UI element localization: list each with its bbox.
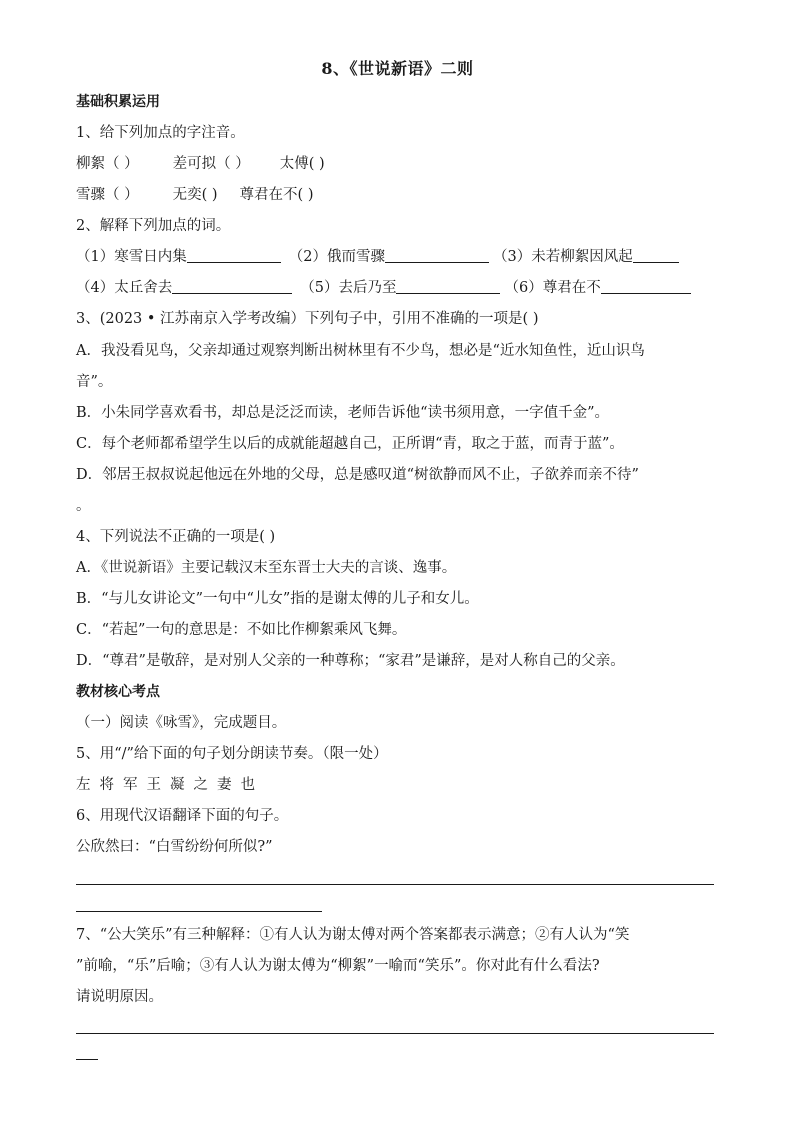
q1-answer-paren: （ ） bbox=[105, 187, 139, 203]
answer-line[interactable] bbox=[76, 1033, 714, 1034]
question-4-option-d: D．“尊君”是敬辞，是对别人父亲的一种尊称；“家君”是谦辞，是对人称自己的父亲。 bbox=[76, 653, 625, 669]
question-1-row-2 bbox=[76, 185, 313, 205]
question-7-line-2: ”前喻，“乐”后喻；③有人认为谢太傅为“柳絮”一喻而“笑乐”。你对此有什么看法? bbox=[76, 958, 600, 974]
question-3-stem: 3、(2023 • 江苏南京入学考改编）下列句子中，引用不准确的一项是( ) bbox=[76, 311, 539, 327]
q1-answer-paren: （ ） bbox=[216, 156, 250, 172]
question-4-option-b: B．“与儿女讲论文”一句中“儿女”指的是谢太傅的儿子和女儿。 bbox=[76, 591, 479, 607]
q1-word: 尊君在不 bbox=[239, 187, 298, 203]
question-1-row-1 bbox=[76, 154, 325, 174]
question-2-row-2 bbox=[76, 278, 691, 298]
question-3-option-c: C．每个老师都希望学生以后的成就能超越自己，正所谓“青，取之于蓝，而青于蓝”。 bbox=[76, 436, 624, 452]
answer-blank[interactable] bbox=[633, 248, 679, 263]
q1-answer-paren: ( ) bbox=[201, 187, 218, 203]
q2-item: （3）未若柳絮因风起 bbox=[492, 249, 633, 265]
question-6-sentence: 公欣然曰：“白雪纷纷何所似?” bbox=[76, 839, 273, 855]
q1-word: 柳絮 bbox=[76, 156, 105, 172]
answer-line[interactable] bbox=[76, 1059, 98, 1060]
question-6-stem: 6、用现代汉语翻译下面的句子。 bbox=[76, 808, 289, 824]
question-7-line-1: 7、“公大笑乐”有三种解释：①有人认为谢太傅对两个答案都表示满意；②有人认为“笑 bbox=[76, 927, 630, 943]
answer-line[interactable] bbox=[76, 911, 322, 912]
q2-item: （4）太丘舍去 bbox=[76, 280, 173, 296]
question-4-option-a: A．《世说新语》主要记载汉末至东晋士大夫的言谈、逸事。 bbox=[76, 560, 457, 576]
question-5-stem: 5、用“/”给下面的句子划分朗读节奏。（限一处） bbox=[76, 746, 388, 762]
q2-item: （1）寒雪日内集 bbox=[76, 249, 187, 265]
q1-word: 差可拟 bbox=[172, 156, 217, 172]
question-4-option-c: C．“若起”一句的意思是：不如比作柳絮乘风飞舞。 bbox=[76, 622, 407, 638]
section-heading-core: 教材核心考点 bbox=[76, 684, 160, 700]
question-1-stem: 1、给下列加点的字注音。 bbox=[76, 125, 245, 141]
q2-item: （5）去后乃至 bbox=[300, 280, 397, 296]
answer-blank[interactable] bbox=[172, 279, 292, 294]
answer-blank[interactable] bbox=[385, 248, 489, 263]
question-2-row-1 bbox=[76, 247, 679, 267]
answer-blank[interactable] bbox=[187, 248, 281, 263]
reading-instruction: （一）阅读《咏雪》，完成题目。 bbox=[76, 715, 287, 731]
question-3-option-a-cont: 音”。 bbox=[76, 374, 113, 390]
answer-line[interactable] bbox=[76, 884, 714, 885]
answer-blank[interactable] bbox=[601, 279, 691, 294]
question-3-option-d: D．邻居王叔叔说起他远在外地的父母，总是感叹道“树欲静而风不止，子欲养而亲不待” bbox=[76, 467, 639, 483]
question-5-sentence: 左将军王凝之妻也 bbox=[76, 777, 264, 793]
q2-item: （2）俄而雪骤 bbox=[288, 249, 385, 265]
section-heading-basics: 基础积累运用 bbox=[76, 94, 160, 110]
q2-item: （6）尊君在不 bbox=[504, 280, 601, 296]
question-3-option-a: A．我没看见鸟，父亲却通过观察判断出树林里有不少鸟，想必是“近水知鱼性，近山识鸟 bbox=[76, 343, 645, 359]
answer-blank[interactable] bbox=[396, 279, 500, 294]
question-7-line-3: 请说明原因。 bbox=[76, 989, 163, 1005]
question-3-option-d-cont: 。 bbox=[76, 498, 91, 514]
question-4-stem: 4、下列说法不正确的一项是( ) bbox=[76, 529, 276, 545]
q1-word: 太傅 bbox=[279, 156, 309, 172]
q1-word: 无奕 bbox=[172, 187, 202, 203]
q1-answer-paren: （ ） bbox=[105, 156, 139, 172]
question-3-option-b: B．小朱同学喜欢看书，却总是泛泛而读，老师告诉他“读书须用意，一字值千金”。 bbox=[76, 405, 609, 421]
page-title: 8、《世说新语》二则 bbox=[321, 59, 474, 78]
q1-answer-paren: ( ) bbox=[308, 156, 325, 172]
q1-answer-paren: ( ) bbox=[297, 187, 314, 203]
question-2-stem: 2、解释下列加点的词。 bbox=[76, 218, 231, 234]
q1-word: 雪骤 bbox=[76, 187, 105, 203]
